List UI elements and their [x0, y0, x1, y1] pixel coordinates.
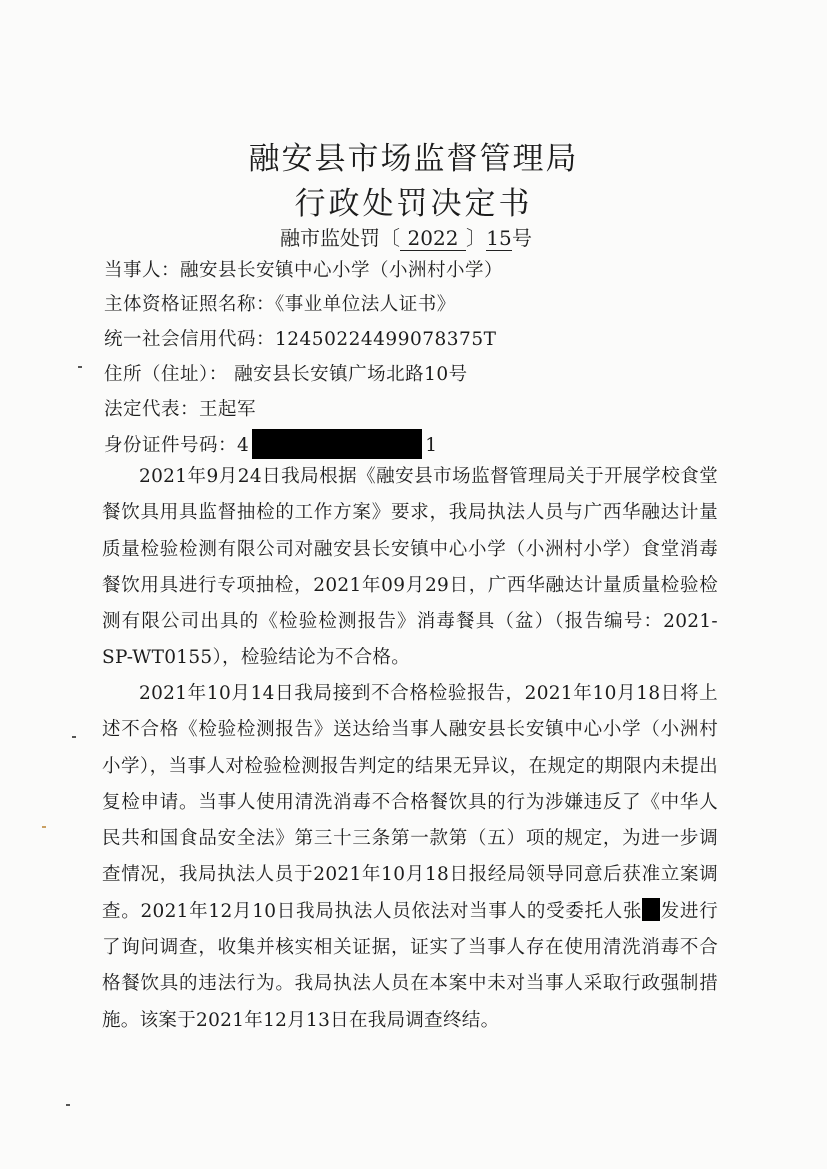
certificate-name: 主体资格证照名称：《事业单位法人证书》	[104, 294, 456, 315]
paragraph-investigation-part2: 发进行了询问调查，收集并核实相关证据，证实了当事人存在使用清洗消毒不合格餐饮具的违法行为。我局执法人员在本案中未对当事人采取行政强制措施。该案于2021年12月13日在我局调查终结。	[102, 900, 719, 1031]
doc-number-prefix: 融市监处罚〔	[280, 226, 400, 250]
paragraph-sampling: 2021年9月24日我局根据《融安县市场监督管理局关于开展学校食堂餐饮具用具监督抽检的工作方案》要求，我局执法人员与广西华融达计量质量检验检测有限公司对融安县长安镇中心小学（小洲村小学）食堂消毒餐饮用具进行专项抽检，2021年09月29日，广西华融达计量质量检验检测有限公司出具的《检验检测报告》消毒餐具（盆）（报告编号：2021-SP-WT0155），检验结论为不合格。	[102, 466, 718, 669]
scan-speck	[42, 826, 46, 828]
id-number-label: 身份证件号码：	[104, 435, 238, 456]
legal-representative: 法定代表：王起军	[104, 399, 257, 420]
credit-code: 统一社会信用代码：12450224499078375T	[104, 329, 497, 350]
scan-speck	[72, 736, 76, 738]
id-number	[104, 429, 438, 459]
paragraph-investigation	[102, 676, 718, 1039]
party-name: 当事人：融安县长安镇中心小学（小洲村小学）	[104, 260, 504, 281]
scan-speck	[78, 366, 82, 368]
paragraph-investigation-part1: 2021年10月14日我局接到不合格检验报告，2021年10月18日将上述不合格《检验检测报告》送达给当事人融安县长安镇中心小学（小洲村小学），当事人对检验检测报告判定的结果无异议，在规定的期限内未提出复检申请。当事人使用清洗消毒不合格餐饮具的行为涉嫌违反了《中华人民共和国食品安全法》第三十三条第一款第（五）项的规定，为进一步调查情况，我局执法人员于2021年10月18日报经局领导同意后获准立案调查。2021年12月10日我局执法人员依法对当事人的受委托人张	[102, 683, 718, 922]
agency-title: 融安县市场监督管理局	[248, 141, 579, 177]
redaction-block	[642, 898, 660, 921]
document-title: 行政处罚决定书	[294, 186, 533, 222]
address: 住所（住址）： 融安县长安镇广场北路10号	[104, 364, 468, 385]
id-number-last: 1	[425, 435, 438, 456]
redaction-bar	[252, 429, 422, 459]
doc-number-year: 2022	[400, 226, 466, 251]
id-number-first: 4	[237, 435, 250, 456]
doc-number-bracket: 〕	[466, 226, 486, 250]
doc-number-serial: 15	[486, 226, 512, 250]
scan-speck	[66, 1104, 70, 1106]
doc-number-suffix: 号	[512, 226, 532, 250]
document-number	[280, 222, 532, 251]
